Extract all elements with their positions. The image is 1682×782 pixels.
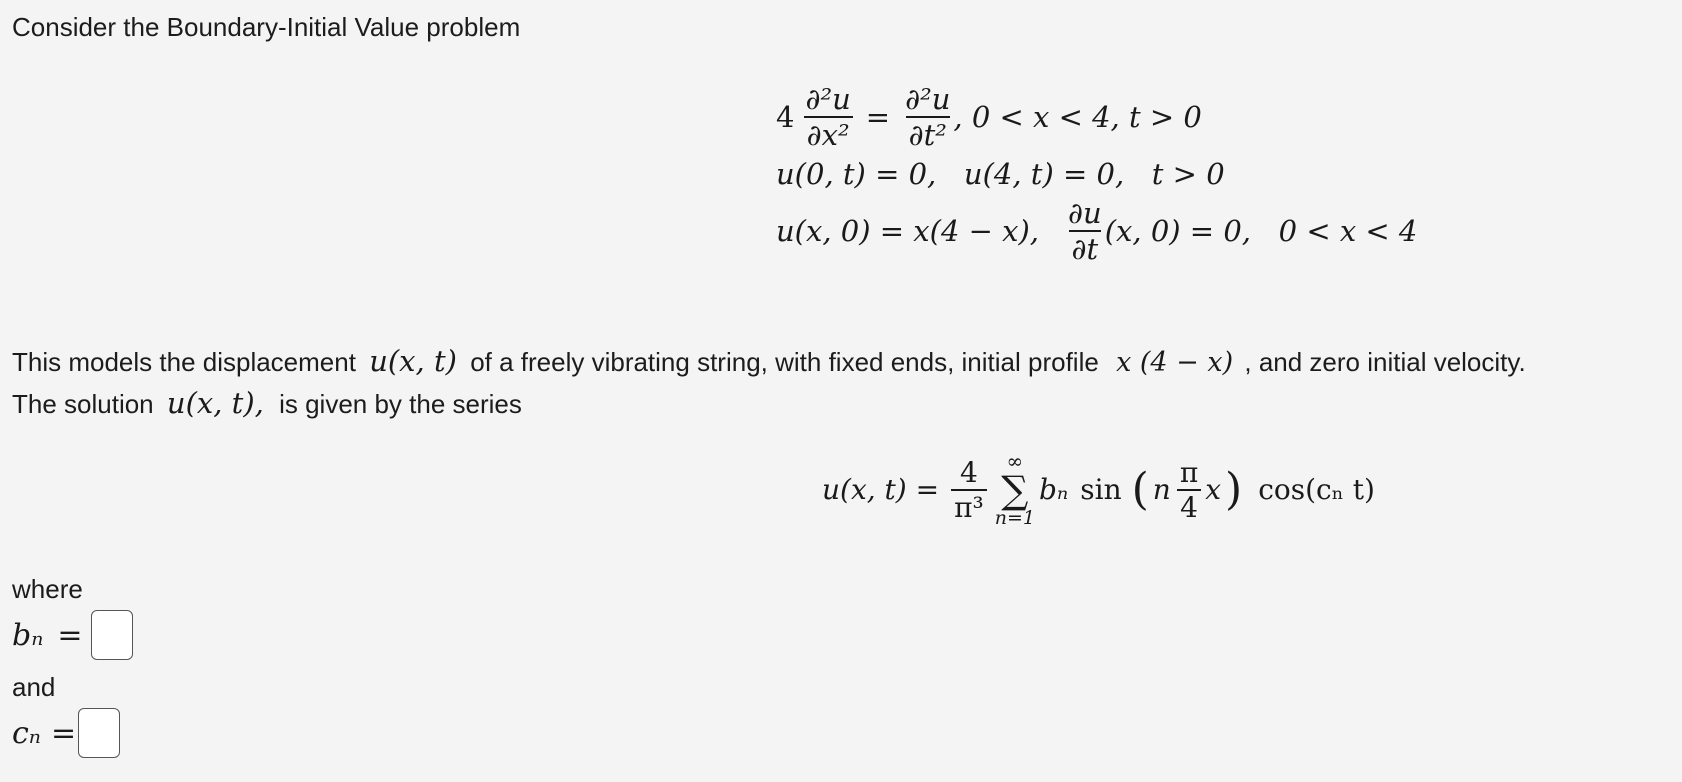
cn-answer-row	[12, 708, 120, 758]
series-pi-denominator: 4	[1177, 489, 1201, 524]
pde-equation	[776, 82, 1202, 152]
series-coefficient	[951, 456, 987, 524]
series-cos: cos(cₙ t)	[1258, 473, 1375, 506]
pde-lhs-fraction	[802, 82, 853, 152]
pde-rhs-numerator: ∂²u	[905, 82, 951, 116]
bn-answer-row	[12, 610, 133, 660]
pde-lhs-numerator: ∂²u	[805, 82, 851, 116]
bn-label: bₙ	[12, 617, 44, 653]
series-pi-numerator: π	[1179, 455, 1199, 489]
cn-label: cₙ	[12, 715, 41, 751]
sum-symbol: ∑	[1001, 468, 1029, 512]
pde-rhs-fraction	[902, 82, 953, 152]
sum-upper-limit: ∞	[1006, 449, 1024, 473]
desc1-text-a: This models the displacement	[12, 347, 356, 377]
desc1-text-c: , and zero initial velocity.	[1244, 347, 1526, 377]
pde-coefficient: 4	[776, 100, 795, 134]
description-line-2	[12, 386, 522, 420]
intro-text: Consider the Boundary-Initial Value problem	[12, 12, 521, 42]
series-n: n	[1152, 473, 1171, 506]
series-x: x	[1205, 473, 1222, 506]
desc1-u-symbol: u(x, t)	[369, 344, 457, 378]
series-bn: bₙ	[1038, 473, 1069, 506]
series-coef-denominator: π³	[951, 489, 987, 524]
desc2-text-b: is given by the series	[279, 389, 522, 419]
initial-conditions	[776, 196, 1417, 266]
cn-input[interactable]	[78, 708, 120, 758]
bn-input[interactable]	[91, 610, 133, 660]
desc1-text-b: of a freely vibrating string, with fixed ends, initial profile	[470, 347, 1099, 377]
ic-du-denominator: ∂t	[1069, 230, 1102, 266]
boundary-conditions: u(0, t) = 0, u(4, t) = 0, t > 0	[776, 157, 1225, 191]
series-sin: sin	[1080, 473, 1122, 506]
description-line-1	[12, 344, 1526, 378]
pde-equals: =	[865, 100, 891, 134]
and-label: and	[12, 672, 56, 702]
sum-lower-limit: n=1	[994, 507, 1035, 529]
desc2-u-symbol: u(x, t),	[166, 386, 264, 420]
desc2-text-a: The solution	[12, 389, 154, 419]
bn-equals: =	[57, 617, 83, 653]
ic-velocity-fraction	[1065, 196, 1105, 266]
series-coef-numerator: 4	[960, 455, 978, 489]
pde-rhs-denominator: ∂t²	[906, 116, 950, 152]
ic-displacement: u(x, 0) = x(4 − x),	[776, 214, 1040, 248]
cn-equals: =	[50, 715, 77, 751]
series-solution	[822, 451, 1375, 528]
ic-du-numerator: ∂u	[1068, 196, 1102, 230]
pde-domain: , 0 < x < 4, t > 0	[953, 100, 1202, 134]
series-sum	[995, 451, 1035, 528]
where-label: where	[12, 574, 83, 604]
series-lhs: u(x, t) =	[822, 473, 940, 506]
pde-lhs-denominator: ∂x²	[804, 116, 853, 152]
ic-velocity-rest: (x, 0) = 0, 0 < x < 4	[1104, 214, 1418, 248]
desc1-profile: x (4 − x)	[1116, 347, 1234, 378]
series-left-paren: (	[1131, 464, 1149, 515]
series-pi-fraction	[1177, 456, 1201, 524]
series-right-paren: )	[1225, 464, 1243, 515]
